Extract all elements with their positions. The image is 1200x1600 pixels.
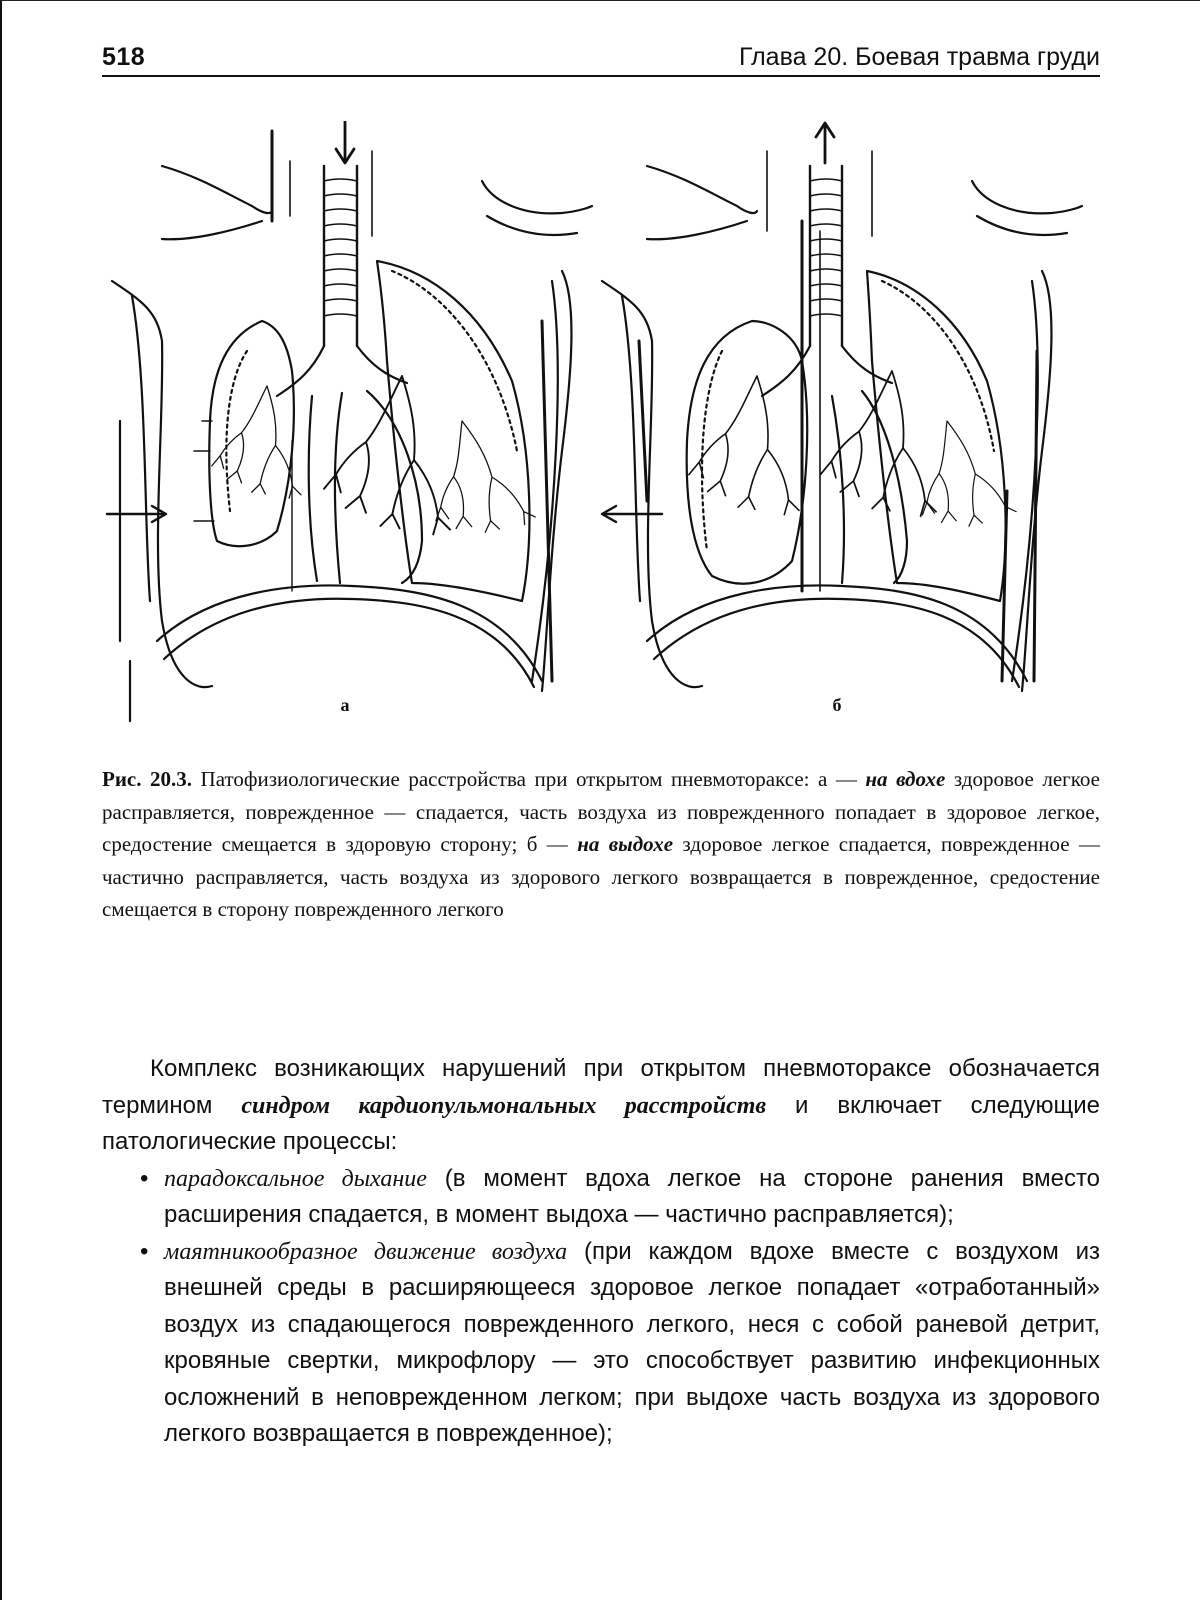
intro-text-1: Комплекс возникающих нарушений при открытом пневмотораксе обозначается термином bbox=[102, 1055, 1100, 1119]
lung-illustration bbox=[102, 121, 1100, 731]
intro-term: синдром кардиопульмональных расстройств bbox=[241, 1092, 767, 1119]
page-number: 518 bbox=[102, 43, 146, 71]
figure-caption bbox=[102, 763, 1100, 926]
panel-b-label: б bbox=[832, 695, 842, 715]
bullet-marker: • bbox=[140, 1237, 149, 1265]
list-item-lead: парадоксальное дыхание bbox=[164, 1165, 427, 1192]
list-item-text: (при каждом вдохе вместе с воздухом из внешней среды в расширяющееся здоровое легкое попадает «отработанный» воздух из спадающегося поврежденного легкого, неся с собой раневой детрит, кровяные свертки, микрофлору — это способствует развитию инфекционных осложнений в неповрежденном легком; при выдохе часть воздуха из здорового легкого возвращается в поврежденное); bbox=[164, 1237, 1100, 1447]
panel-b-drawing bbox=[602, 123, 1082, 715]
bullet-list bbox=[102, 1161, 1100, 1453]
caption-text-2: здоровое легкое расправляется, поврежденное — спадается, часть воздуха из поврежденного попадает в здоровое легкое, средостение смещается в здоровую сторону; б — bbox=[102, 767, 1101, 856]
list-item bbox=[102, 1161, 1100, 1234]
bullet-marker: • bbox=[140, 1164, 149, 1192]
caption-emphasis-inhale: на вдохе bbox=[865, 767, 946, 791]
list-item bbox=[102, 1234, 1100, 1453]
caption-label: Рис. 20.3. bbox=[102, 767, 193, 791]
figure-open-pneumothorax bbox=[102, 121, 1100, 731]
body-text bbox=[102, 1051, 1100, 1453]
list-item-text: (в момент вдоха легкое на стороне ранения вместо расширения спадается, в момент выдоха — частично расправляется); bbox=[164, 1164, 1101, 1228]
intro-text-2: и включает следующие патологические процессы: bbox=[102, 1091, 1101, 1155]
running-head bbox=[102, 41, 1100, 77]
panel-a-drawing bbox=[107, 121, 592, 721]
caption-emphasis-exhale: на выдохе bbox=[577, 832, 674, 856]
caption-text-3: здоровое легкое спадается, поврежденное — частично расправляется, часть воздуха из здорового легкого возвращается в поврежденное, средостение смещается в сторону поврежденного легкого bbox=[102, 832, 1100, 921]
panel-a-label: а bbox=[340, 695, 350, 715]
list-item-lead: маятникообразное движение воздуха bbox=[164, 1238, 568, 1265]
caption-text-1: Патофизиологические расстройства при открытом пневмотораксе: а — bbox=[192, 767, 866, 791]
chapter-title: Глава 20. Боевая травма груди bbox=[738, 43, 1100, 71]
intro-paragraph bbox=[102, 1051, 1100, 1161]
